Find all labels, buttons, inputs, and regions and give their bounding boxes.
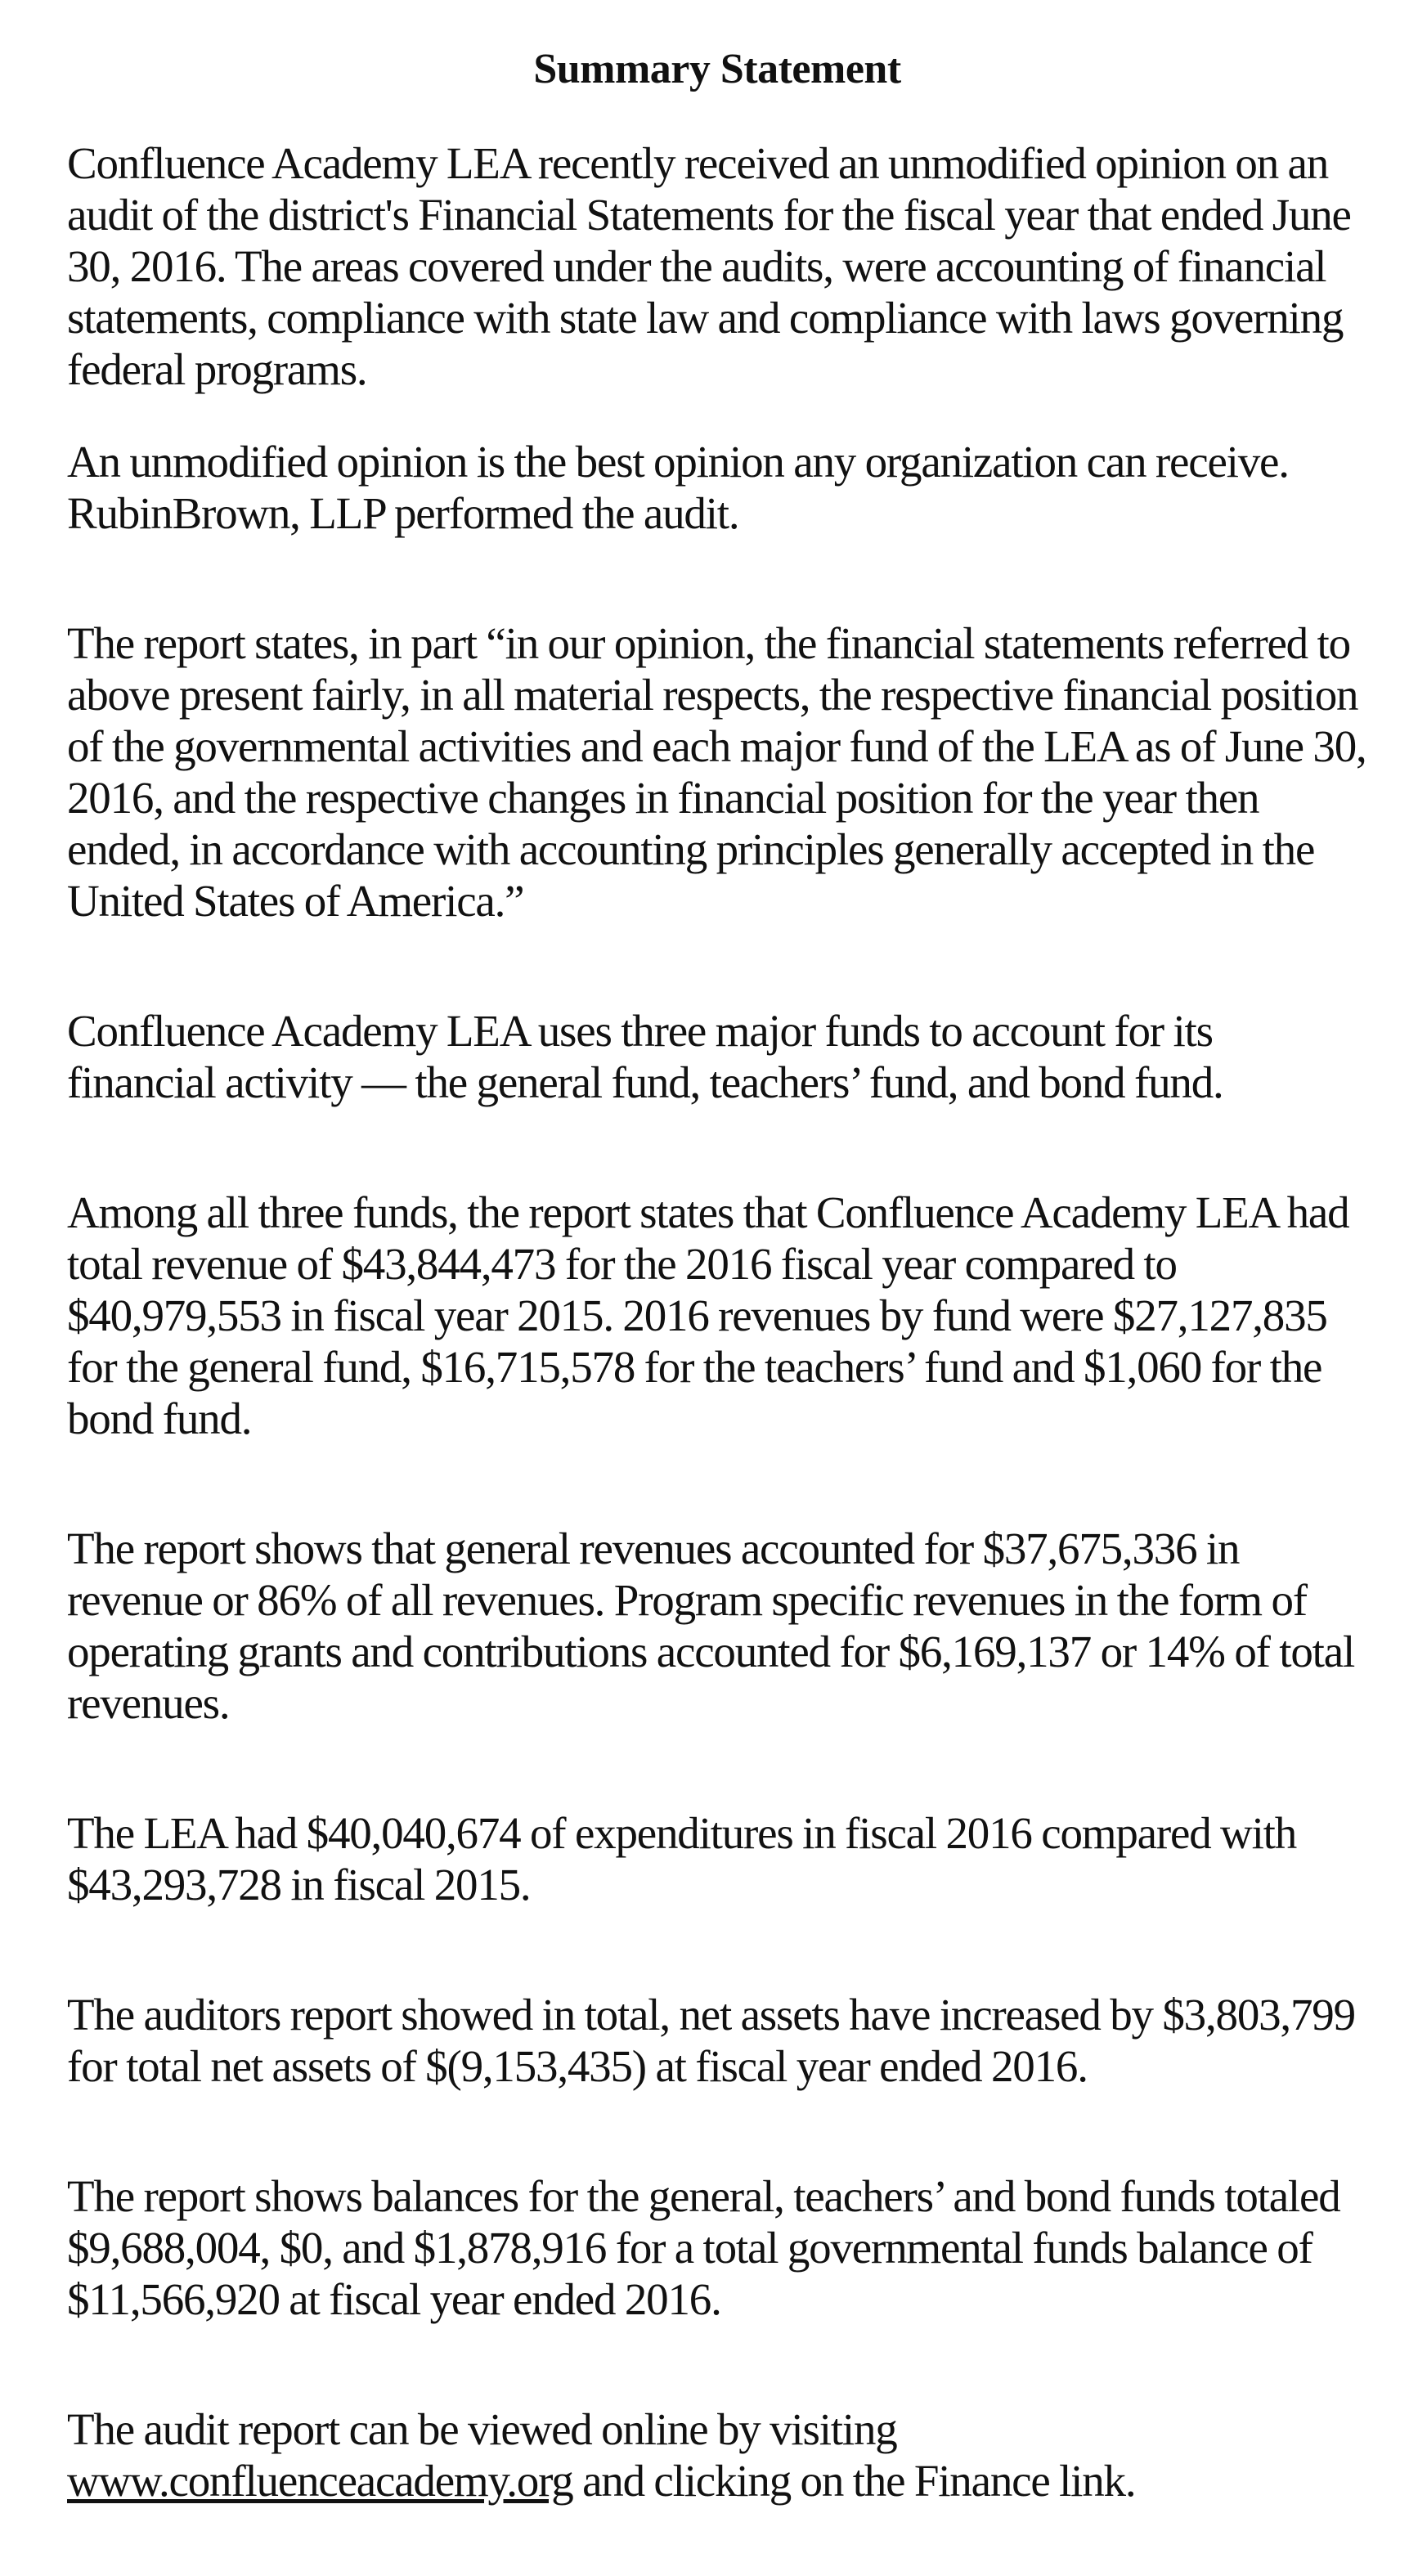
paragraph-audit-opinion: Confluence Academy LEA recently received an unmodified opinion on an audit of the district's Financial Statements for the fiscal year that ended June 30, 2016. The areas covered under the audits, were accounting of financial statements, compliance with state law and compliance with laws governing federal programs. xyxy=(67,138,1351,395)
paragraph-expenditures: The LEA had $40,040,674 of expenditures in fiscal 2016 compared with $43,293,728 in fiscal 2015. xyxy=(67,1808,1297,1910)
paragraph-total-revenue: Among all three funds, the report states that Confluence Academy LEA had total revenue of $43,844,473 for the 2016 fiscal year compared to $40,979,553 in fiscal year 2015. 2016 revenues by fund were $27,127,835 for the general fund, $16,715,578 for the teachers’ fund and $1,060 for the bond fund. xyxy=(67,1187,1349,1444)
paragraph-report-quote: The report states, in part “in our opinion, the financial statements referred to above present fairly, in all material respects, the respective financial position of the governmental activities and each major fund of the LEA as of June 30, 2016, and the respective changes in financial position for the year then ended, in accordance with accounting principles generally accepted in the United States of America.” xyxy=(67,618,1366,927)
paragraph-view-online xyxy=(67,2403,1367,2506)
document-title: Summary Statement xyxy=(533,46,901,92)
view-online-text-before: The audit report can be viewed online by visiting xyxy=(67,2404,897,2455)
paragraph-general-revenues: The report shows that general revenues accounted for $37,675,336 in revenue or 86% of all revenues. Program specific revenues in the form of operating grants and contributions accounted for $6,169,137 or 14% of total revenues. xyxy=(67,1524,1355,1729)
view-online-text-after: and clicking on the Finance link. xyxy=(572,2456,1136,2506)
website-link[interactable]: www.confluenceacademy.org xyxy=(67,2456,573,2506)
paragraph-unmodified-opinion: An unmodified opinion is the best opinion any organization can receive. RubinBrown, LLP performed the audit. xyxy=(67,437,1289,539)
paragraph-fund-balances: The report shows balances for the general, teachers’ and bond funds totaled $9,688,004, $0, and $1,878,916 for a total governmental funds balance of $11,566,920 at fiscal year ended 2016. xyxy=(67,2171,1340,2325)
paragraph-net-assets: The auditors report showed in total, net assets have increased by $3,803,799 for total net assets of $(9,153,435) at fiscal year ended 2016. xyxy=(67,1990,1355,2092)
document-page xyxy=(67,44,1367,2506)
paragraph-major-funds: Confluence Academy LEA uses three major funds to account for its financial activity — the general fund, teachers’ fund, and bond fund. xyxy=(67,1006,1223,1108)
